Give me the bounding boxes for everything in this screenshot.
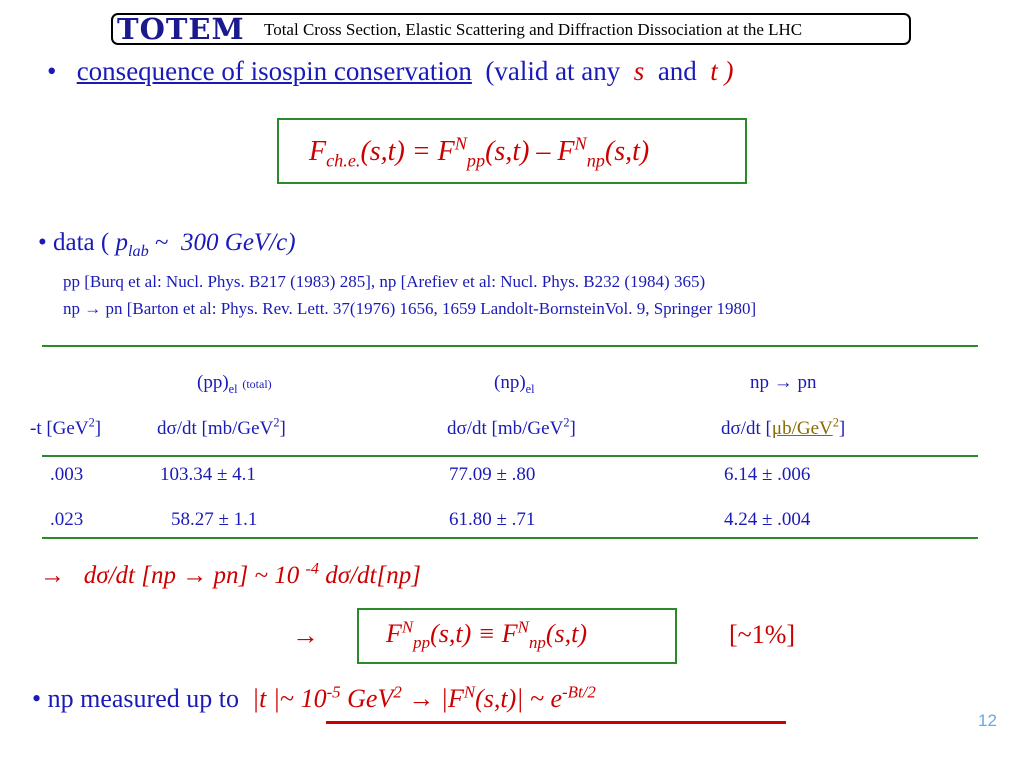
totem-logo: TOTEM [117, 12, 245, 46]
unit-exch-end: ] [838, 418, 846, 439]
red-underline [326, 721, 786, 724]
table-cell-exchange: 4.24 ± .004 [724, 509, 811, 530]
unit-pp [157, 415, 286, 440]
formula2-sub1: pp [413, 633, 431, 653]
col-header-exchange: np → pn [750, 372, 817, 393]
unit-exch-text: dσ/dt [ [721, 418, 772, 439]
formula2-mid: (s,t) ≡ F [430, 619, 518, 648]
p-lab-sub: lab [127, 242, 149, 260]
table-cell-t: .023 [50, 509, 84, 530]
unit-t-sup: 2 [88, 415, 95, 430]
formula2-sup2: N [517, 617, 529, 637]
formula-sup2: N [574, 133, 587, 154]
table-header-rule [42, 455, 978, 457]
unit-np-text: dσ/dt [mb/GeV [447, 418, 564, 439]
unit-exch-sup: 2 [832, 415, 839, 430]
tilde: ~ [279, 684, 295, 713]
table-cell-pp: 58.27 ± 1.1 [171, 509, 258, 530]
formula-end: (s,t) [604, 136, 650, 167]
col-header-pp [197, 372, 272, 394]
col-header-pp-text: (pp) [197, 372, 229, 393]
p-lab: p [115, 229, 128, 256]
formula-equivalence [386, 617, 587, 653]
formula-sub2: np [586, 150, 605, 171]
formula-lhs-sub: ch.e. [326, 150, 361, 171]
gev-sup: 2 [393, 682, 402, 702]
table-cell-t: .003 [50, 464, 84, 485]
formula2-sup1: N [401, 617, 414, 637]
unit-np [447, 415, 576, 440]
page-number: 12 [978, 711, 997, 730]
unit-pp-text: dσ/dt [mb/GeV [157, 418, 274, 439]
col-header-np-sub: el [525, 381, 535, 396]
unit-t-end: ] [94, 418, 102, 439]
p-lab-value: 300 GeV/c) [181, 229, 296, 256]
var-t: t ) [710, 56, 734, 86]
tilde: ~ [155, 229, 169, 256]
formula2-sub2: np [528, 633, 546, 653]
isospin-link[interactable]: consequence of isospin conservation [76, 56, 472, 86]
table-cell-pp: 103.34 ± 4.1 [160, 464, 256, 485]
arrow-icon: → [292, 620, 319, 650]
f-sup: N [463, 682, 476, 702]
header-title: Total Cross Section, Elastic Scattering and Diffraction Dissociation at the LHC [264, 20, 803, 39]
formula2-end: (s,t) [545, 619, 587, 648]
unit-t [30, 415, 102, 440]
data-prefix: data ( [53, 229, 110, 256]
relation-text-a: dσ/dt [np → pn] ~ 10 [83, 562, 300, 589]
f-end: (s,t)| ~ e [475, 684, 563, 713]
formula-lhs: F [309, 136, 327, 167]
arrow-f: → |F [408, 684, 464, 713]
table-top-rule [42, 345, 978, 347]
bullet-isospin [47, 56, 734, 87]
relation-exp: -4 [305, 559, 320, 578]
col-header-pp-sub: el [228, 381, 238, 396]
var-s: s [633, 56, 645, 86]
relation-charge-exchange [40, 559, 421, 590]
table-cell-np: 77.09 ± .80 [449, 464, 536, 485]
unit-t-text: -t [GeV [30, 418, 89, 439]
unit-exchange [721, 415, 846, 440]
np-measured-text: np measured up to [47, 684, 239, 713]
col-header-pp-note: (total) [242, 377, 272, 391]
unit-pp-sup: 2 [273, 415, 280, 430]
table-cell-exchange: 6.14 ± .006 [724, 464, 811, 485]
table-cell-np: 61.80 ± .71 [449, 509, 536, 530]
col-header-np-text: (np) [494, 372, 526, 393]
reference-line-2: np → pn [Barton et al: Phys. Rev. Lett. 37(1976) 1656, 1659 Landolt-BornsteinVol. 9, Springer 1980] [63, 299, 757, 318]
unit-np-end: ] [569, 418, 576, 439]
table-bottom-rule [42, 537, 978, 539]
bullet-dot: • [32, 684, 48, 713]
formula-charge-exchange [309, 133, 650, 171]
formula-mid: (s,t) – F [485, 136, 575, 167]
formula2-a: F [386, 619, 402, 648]
and-text: and [657, 56, 697, 86]
exp: -5 [326, 682, 341, 702]
reference-line-1: pp [Burq et al: Nucl. Phys. B217 (1983) 285], np [Arefiev et al: Nucl. Phys. B232 (1984) 365) [63, 272, 706, 291]
bullet-np-measured [32, 684, 596, 714]
unit-pp-end: ] [279, 418, 286, 439]
relation-text-b: dσ/dt[np] [325, 562, 421, 589]
formula-lhs-args: (s,t) = F [360, 136, 455, 167]
formula-sub1: pp [466, 150, 486, 171]
bullet-data [38, 229, 296, 260]
bullet-dot: • [47, 56, 70, 86]
unit-exch-link[interactable]: μb/GeV [771, 418, 833, 439]
approx-percent: [~1%] [729, 620, 796, 649]
validity-text: (valid at any [485, 56, 621, 86]
col-header-np [494, 372, 535, 394]
ten: 10 [300, 684, 327, 713]
bullet-dot: • [38, 229, 54, 256]
e-sup: -Bt/2 [562, 682, 596, 702]
gev: GeV [347, 684, 394, 713]
formula-sup1: N [454, 133, 467, 154]
unit-np-sup: 2 [563, 415, 570, 430]
arrow-icon: → [40, 562, 65, 589]
t-abs: |t | [251, 684, 280, 713]
